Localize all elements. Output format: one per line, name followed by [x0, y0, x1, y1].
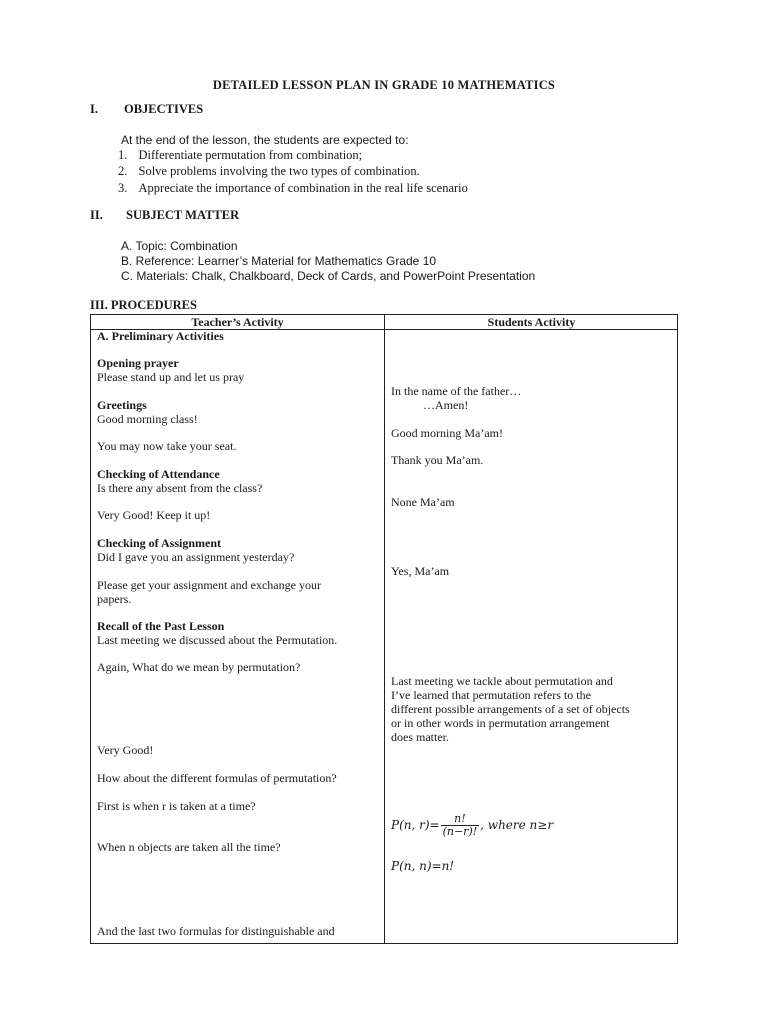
very-good-text: Very Good!: [97, 743, 154, 757]
objective-number: 1.: [118, 148, 128, 162]
document-title: DETAILED LESSON PLAN IN GRADE 10 MATHEMATICS: [212, 78, 556, 92]
assignment-response: Yes, Ma’am: [391, 564, 450, 578]
attendance-response: None Ma’am: [391, 495, 455, 509]
assignment-heading: Checking of Assignment: [97, 536, 222, 550]
greetings-heading: Greetings: [97, 398, 147, 412]
objectives-heading: OBJECTIVES: [124, 102, 204, 116]
permutation-answer-line-3: different possible arrangements of a set of objects: [391, 702, 630, 716]
column-divider: [384, 315, 385, 943]
keep-it-up-text: Very Good! Keep it up!: [97, 508, 211, 522]
greetings-text: Good morning class!: [97, 412, 198, 426]
permutation-answer-line-4: or in other words in permutation arrangement: [391, 716, 610, 730]
objective-text: Differentiate permutation from combination;: [138, 148, 363, 162]
objective-number: 3.: [118, 181, 128, 195]
objectives-number: I.: [90, 102, 98, 116]
permutation-formula-2: P(n, n)=n!: [391, 859, 455, 873]
formula-1-numerator: n!: [441, 813, 480, 826]
formulas-question: How about the different formulas of permutation?: [97, 771, 337, 785]
teacher-activity-header: Teacher’s Activity: [191, 315, 284, 329]
permutation-answer-line-2: I’ve learned that permutation refers to the: [391, 688, 591, 702]
greeting-response: Good morning Ma’am!: [391, 426, 503, 440]
objective-text: Solve problems involving the two types of combination.: [138, 164, 420, 178]
prayer-response-line-2: …Amen!: [423, 398, 469, 412]
objective-number: 2.: [118, 164, 128, 178]
subject-matter-number: II.: [90, 208, 103, 222]
recall-text: Last meeting we discussed about the Permutation.: [97, 633, 338, 647]
last-formulas-text: And the last two formulas for distinguishable and: [97, 924, 335, 938]
formula-1-condition: , where n≥r: [480, 818, 554, 832]
students-activity-header: Students Activity: [487, 315, 576, 329]
objective-item-2: [118, 164, 420, 179]
subject-matter-materials: C. Materials: Chalk, Chalkboard, Deck of Cards, and PowerPoint Presentation: [121, 269, 536, 283]
subject-matter-reference: B. Reference: Learner’s Material for Mathematics Grade 10: [121, 254, 437, 268]
objective-text: Appreciate the importance of combination in the real life scenario: [138, 181, 468, 195]
permutation-formula-1: [391, 813, 553, 838]
permutation-answer-line-5: does matter.: [391, 730, 449, 744]
objectives-intro: At the end of the lesson, the students are expected to:: [121, 133, 409, 147]
recall-heading: Recall of the Past Lesson: [97, 619, 225, 633]
procedures-heading: III. PROCEDURES: [90, 298, 197, 312]
formula-1-fraction: [441, 813, 480, 838]
preliminary-activities-heading: A. Preliminary Activities: [97, 329, 224, 343]
thanks-response: Thank you Ma’am.: [391, 453, 484, 467]
objective-item-1: [118, 148, 362, 163]
prayer-response-line-1: In the name of the father…: [391, 384, 522, 398]
second-formula-question: When n objects are taken all the time?: [97, 840, 281, 854]
subject-matter-heading: SUBJECT MATTER: [126, 208, 240, 222]
attendance-heading: Checking of Attendance: [97, 467, 220, 481]
exchange-papers-line-2: papers.: [97, 592, 132, 606]
assignment-text: Did I gave you an assignment yesterday?: [97, 550, 295, 564]
opening-prayer-heading: Opening prayer: [97, 356, 179, 370]
formula-1-denominator: (n−r)!: [442, 825, 478, 838]
subject-matter-topic: A. Topic: Combination: [121, 239, 238, 253]
again-permutation-question: Again, What do we mean by permutation?: [97, 660, 301, 674]
first-formula-question: First is when r is taken at a time?: [97, 799, 256, 813]
procedures-table: [90, 314, 678, 944]
opening-prayer-text: Please stand up and let us pray: [97, 370, 245, 384]
attendance-text: Is there any absent from the class?: [97, 481, 263, 495]
formula-1-lhs: P(n, r)=: [391, 818, 440, 832]
objective-item-3: [118, 181, 468, 196]
permutation-answer-line-1: Last meeting we tackle about permutation and: [391, 674, 613, 688]
take-seat-text: You may now take your seat.: [97, 439, 237, 453]
exchange-papers-line-1: Please get your assignment and exchange your: [97, 578, 321, 592]
